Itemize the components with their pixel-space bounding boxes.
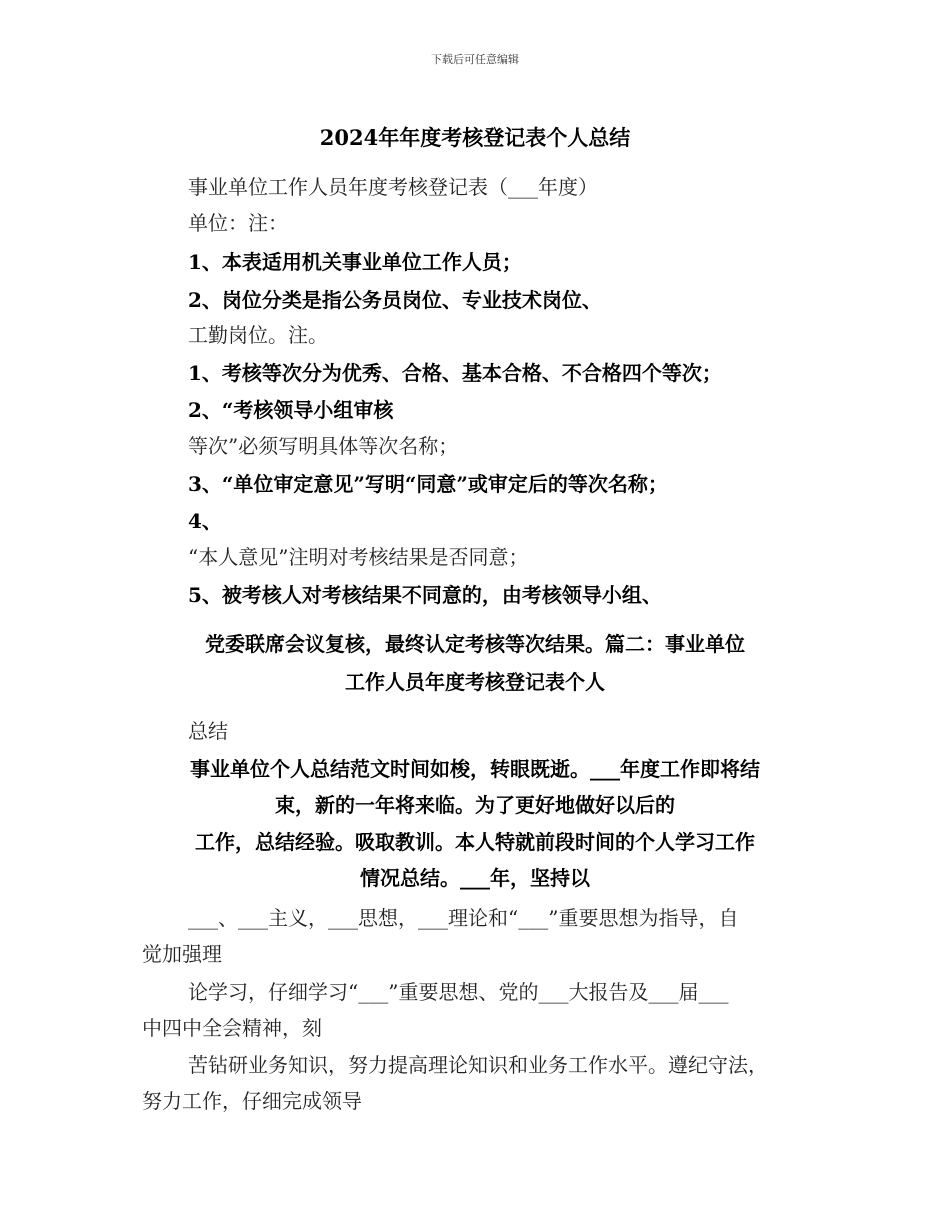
list-item: 2、“考核领导小组审核: [188, 398, 394, 422]
paragraph-line: 事业单位工作人员年度考核登记表（___年度）: [188, 175, 598, 199]
list-item: 4、: [188, 509, 222, 533]
paragraph-line: 论学习，仔细学习“___”重要思想、党的___大报告及___届___: [188, 980, 729, 1004]
paragraph-line: “本人意见”注明对考核结果是否同意；: [188, 545, 529, 569]
paragraph-line: ___、___主义，___思想，___理论和“___”重要思想为指导，自: [188, 906, 739, 930]
list-item: 1、考核等次分为优秀、合格、基本合格、不合格四个等次；: [188, 361, 722, 385]
paragraph-line: 觉加强理: [142, 942, 222, 966]
paragraph-line: 党委联席会议复核，最终认定考核等次结果。篇二：事业单位: [205, 632, 745, 656]
list-item: 3、“单位审定意见”写明“同意”或审定后的等次名称；: [188, 472, 668, 496]
paragraph-line: 情况总结。___年，坚持以: [360, 866, 590, 890]
paragraph-line: 工勤岗位。注。: [188, 323, 328, 347]
list-item: 2、岗位分类是指公务员岗位、专业技术岗位、: [188, 288, 602, 312]
paragraph-line: 单位：注：: [188, 211, 288, 235]
paragraph-line: 工作，总结经验。吸取教训。本人特就前段时间的个人学习工作: [195, 830, 755, 854]
paragraph-line: 等次”必须写明具体等次名称；: [188, 434, 459, 458]
paragraph-line: 努力工作，仔细完成领导: [142, 1089, 362, 1113]
document-title: 2024年年度考核登记表个人总结: [319, 125, 631, 150]
paragraph-line: 中四中全会精神，刻: [142, 1016, 322, 1040]
section-title: 工作人员年度考核登记表个人: [345, 670, 605, 694]
paragraph-line: 苦钻研业务知识，努力提高理论知识和业务工作水平。遵纪守法，: [188, 1053, 768, 1077]
page-header: 下载后可任意编辑: [431, 53, 519, 66]
paragraph-line: 事业单位个人总结范文时间如梭，转眼既逝。___年度工作即将结: [190, 757, 760, 781]
list-item: 5、被考核人对考核结果不同意的，由考核领导小组、: [188, 583, 662, 607]
paragraph-line: 总结: [188, 719, 228, 743]
paragraph-line: 束，新的一年将来临。为了更好地做好以后的: [275, 793, 675, 817]
list-item: 1、本表适用机关事业单位工作人员；: [188, 250, 522, 274]
